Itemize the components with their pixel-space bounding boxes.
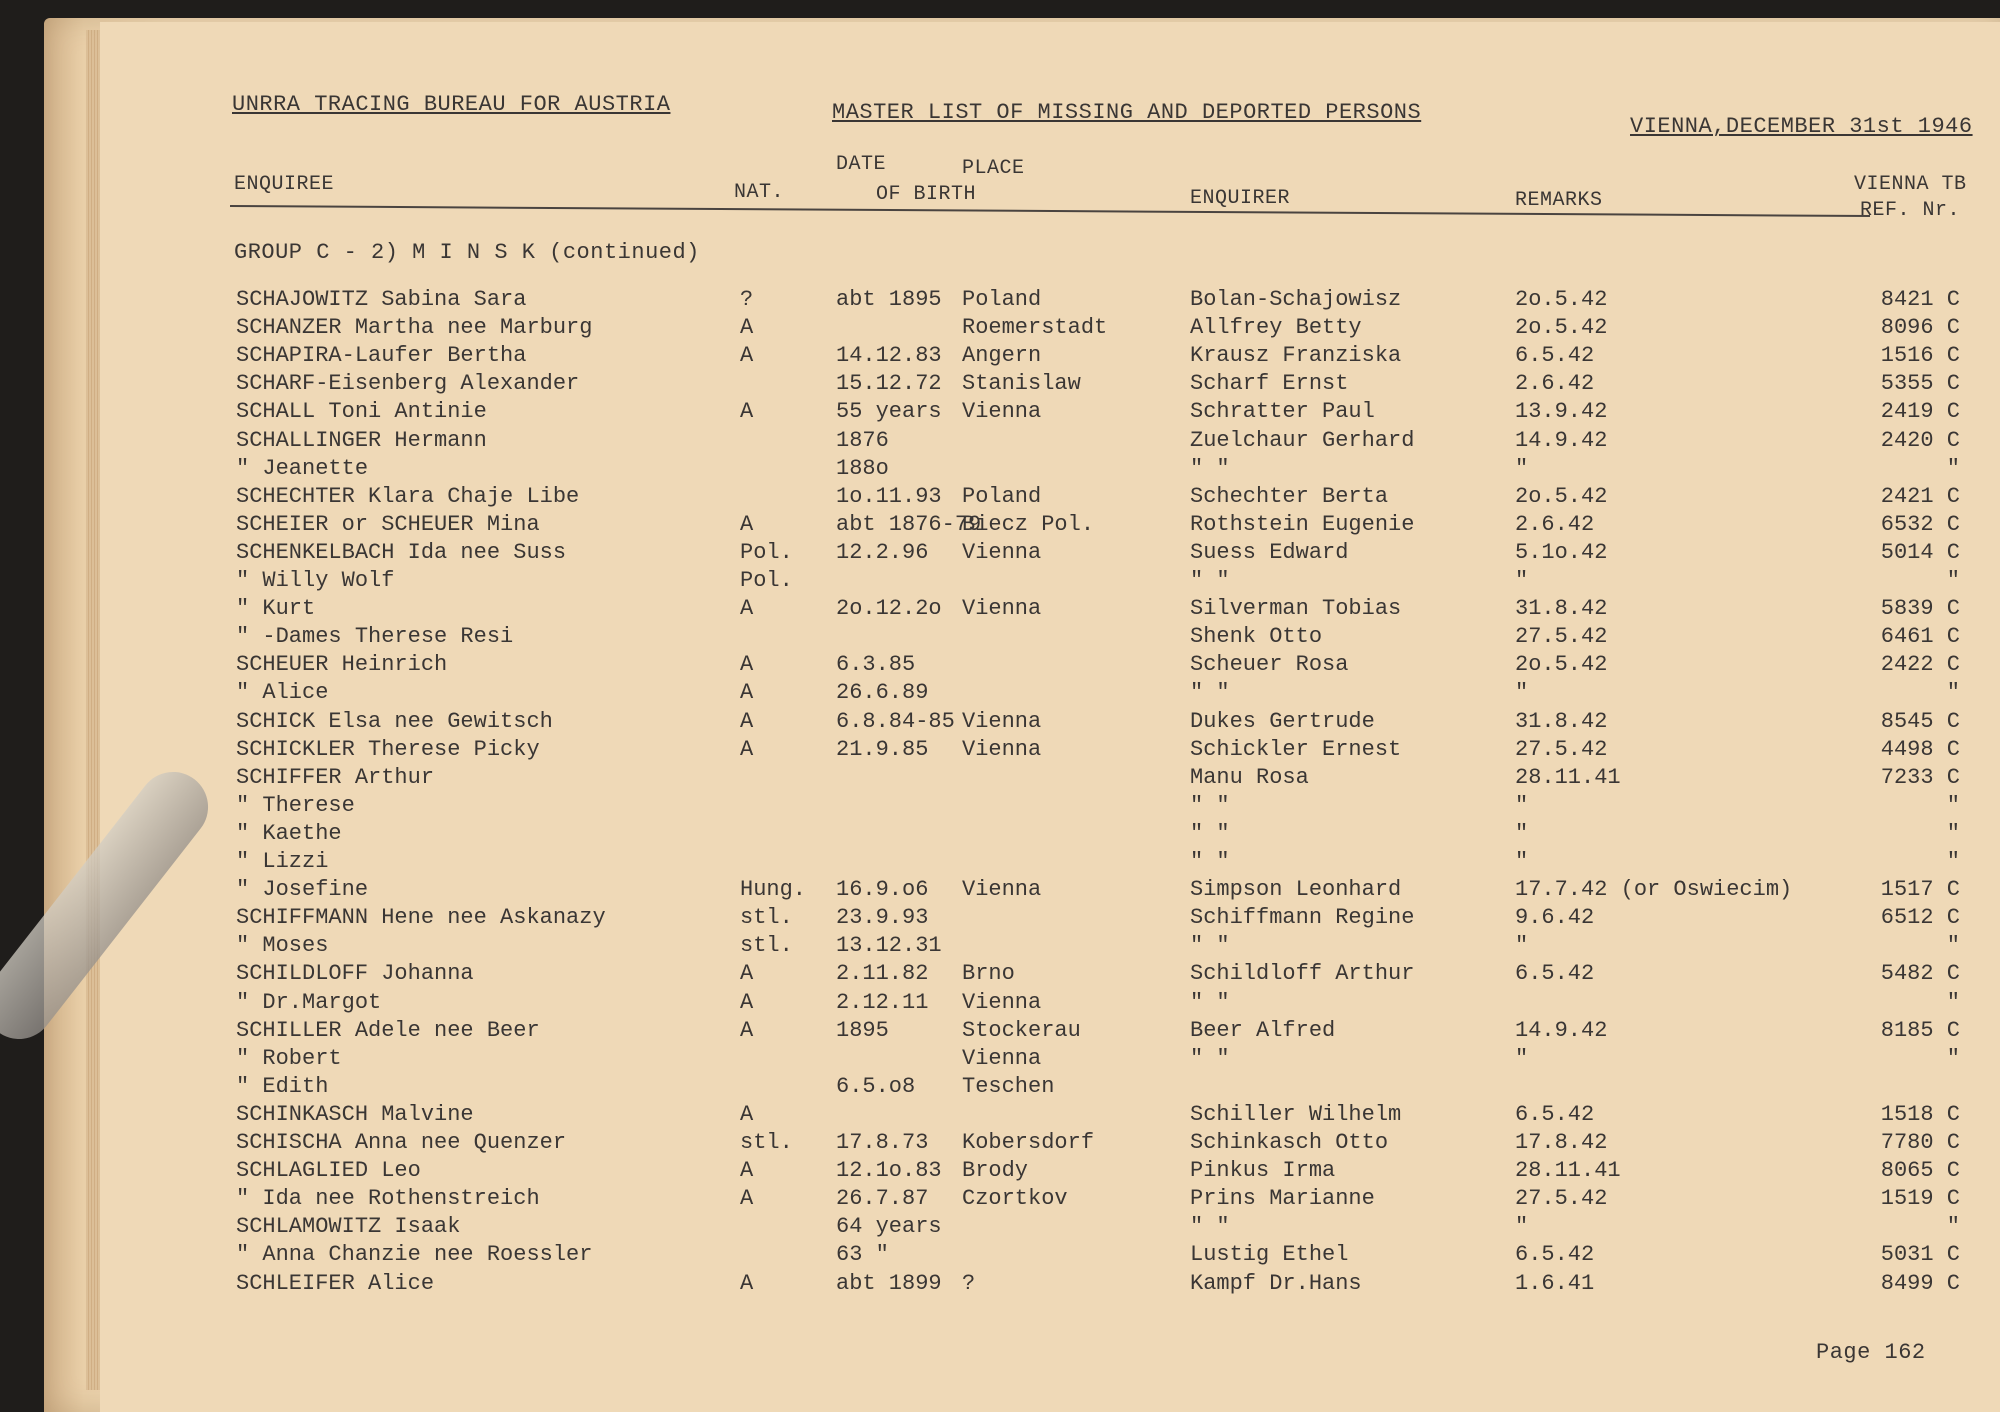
entry-enquirer: Krausz Franziska — [1190, 343, 1402, 369]
entry-remarks: 1.6.41 — [1515, 1270, 1595, 1296]
entry-birth-place: Teschen — [962, 1073, 1055, 1099]
entry-name: SCHICKLER Therese Picky — [236, 736, 540, 762]
entry-birth-date: 188o — [836, 455, 889, 481]
entry-nationality: Pol. — [740, 539, 793, 565]
table-row — [100, 1213, 2000, 1241]
entry-ref-number: 8499 C — [1880, 1270, 1960, 1296]
entry-name: " Alice — [236, 680, 329, 706]
entry-nationality: A — [740, 1101, 754, 1127]
col-date: DATE — [836, 153, 887, 176]
entry-nationality: A — [740, 708, 754, 734]
entry-name: SCHLAMOWITZ Isaak — [236, 1214, 461, 1240]
header-rule — [230, 205, 1870, 217]
entry-birth-date: 21.9.85 — [836, 736, 929, 762]
entry-remarks: " — [1515, 680, 1529, 706]
entry-birth-place: Stockerau — [962, 1017, 1081, 1043]
entry-birth-place: Vienna — [962, 539, 1042, 565]
table-row — [100, 595, 2000, 623]
table-row — [100, 1185, 2000, 1213]
entry-remarks: 31.8.42 — [1515, 708, 1608, 734]
table-row — [100, 1241, 2000, 1269]
table-row — [100, 960, 2000, 988]
col-of-birth: OF BIRTH — [876, 183, 977, 206]
entry-ref-number: " — [1946, 1045, 1960, 1071]
entry-ref-number: 1516 C — [1880, 343, 1960, 369]
entry-remarks: 2.6.42 — [1515, 511, 1595, 537]
entry-name: SCHALL Toni Antinie — [236, 399, 487, 425]
table-row — [100, 876, 2000, 904]
entry-ref-number: 8545 C — [1880, 708, 1960, 734]
entry-birth-date: abt 1876-79 — [836, 511, 982, 537]
entry-birth-place: Kobersdorf — [962, 1130, 1095, 1155]
table-row — [100, 1157, 2000, 1185]
entry-birth-date: 1895 — [836, 1017, 889, 1043]
table-row — [100, 1073, 2000, 1101]
entry-enquirer: Schinkasch Otto — [1190, 1130, 1389, 1155]
entry-name: SCHAJOWITZ Sabina Sara — [236, 287, 527, 312]
entry-nationality: A — [740, 511, 754, 537]
entry-name: SCHANZER Martha nee Marburg — [236, 315, 593, 341]
entry-birth-date: 6.8.84-85 — [836, 708, 955, 734]
entry-enquirer: Dukes Gertrude — [1190, 708, 1375, 734]
col-enquiree: ENQUIREE — [234, 173, 335, 196]
entry-nationality: stl. — [740, 1130, 793, 1155]
entry-remarks: 28.11.41 — [1515, 1158, 1621, 1184]
entry-enquirer: " " — [1190, 1214, 1230, 1240]
entry-name: " Ida nee Rothenstreich — [236, 1186, 540, 1212]
entry-nationality: A — [740, 596, 754, 622]
entry-birth-place: Biecz Pol. — [962, 511, 1095, 537]
entry-birth-place: Roemerstadt — [962, 315, 1108, 341]
entry-name: " Therese — [236, 792, 355, 818]
entry-ref-number: " — [1946, 568, 1960, 593]
entry-name: " Willy Wolf — [236, 568, 395, 593]
entry-birth-date: 26.6.89 — [836, 680, 929, 706]
entry-ref-number: 8065 C — [1880, 1158, 1960, 1184]
entry-remarks: 27.5.42 — [1515, 624, 1608, 650]
entry-birth-place: Angern — [962, 343, 1042, 369]
entry-remarks: " — [1515, 1214, 1529, 1240]
entry-remarks: 2o.5.42 — [1515, 483, 1608, 509]
entry-remarks: " — [1515, 455, 1529, 481]
entry-enquirer: Scheuer Rosa — [1190, 652, 1349, 678]
col-ref-1: VIENNA TB — [1854, 173, 1967, 196]
entry-birth-place: Vienna — [962, 877, 1042, 903]
entry-nationality: A — [740, 315, 754, 341]
entry-enquirer: " " — [1190, 680, 1230, 706]
entry-ref-number: 6532 C — [1880, 511, 1960, 537]
table-row — [100, 989, 2000, 1017]
entry-ref-number: " — [1946, 455, 1960, 481]
entry-birth-date: 1876 — [836, 427, 889, 453]
table-row — [100, 483, 2000, 511]
entry-birth-date: 6.3.85 — [836, 652, 916, 678]
entry-ref-number: " — [1946, 933, 1960, 959]
entry-remarks: " — [1515, 933, 1529, 959]
entry-enquirer: " " — [1190, 792, 1230, 818]
entry-name: SCHALLINGER Hermann — [236, 427, 487, 453]
entry-nationality: A — [740, 680, 754, 706]
table-row — [100, 342, 2000, 370]
entry-enquirer: Suess Edward — [1190, 539, 1349, 565]
entry-name: " Kurt — [236, 596, 316, 622]
entry-enquirer: Schiffmann Regine — [1190, 905, 1415, 931]
entry-name: " Josefine — [236, 877, 369, 903]
entry-enquirer: Pinkus Irma — [1190, 1158, 1336, 1184]
entry-enquirer: " " — [1190, 933, 1230, 959]
entry-ref-number: 5355 C — [1880, 371, 1960, 397]
entry-remarks: 2.6.42 — [1515, 371, 1595, 397]
table-row — [100, 370, 2000, 398]
table-row — [100, 736, 2000, 764]
entry-remarks: " — [1515, 849, 1529, 874]
entry-name: SCHIFFER Arthur — [236, 764, 435, 790]
entry-nationality: A — [740, 961, 754, 987]
entry-enquirer: Lustig Ethel — [1190, 1242, 1349, 1268]
entry-name: SCHENKELBACH Ida nee Suss — [236, 539, 567, 565]
entry-name: SCHAPIRA-Laufer Bertha — [236, 343, 527, 369]
entry-birth-place: Vienna — [962, 989, 1042, 1015]
entry-enquirer: Rothstein Eugenie — [1190, 511, 1415, 537]
col-nat: NAT. — [734, 181, 785, 204]
entry-nationality: A — [740, 1270, 754, 1296]
table-row — [100, 932, 2000, 960]
header-left: UNRRA TRACING BUREAU FOR AUSTRIA — [232, 92, 671, 117]
entry-birth-date: 23.9.93 — [836, 905, 929, 931]
entry-birth-place: Poland — [962, 287, 1042, 312]
entry-nationality: A — [740, 399, 754, 425]
entry-remarks: 6.5.42 — [1515, 1101, 1595, 1127]
document-page — [100, 22, 2000, 1412]
col-ref-2: REF. Nr. — [1860, 199, 1961, 222]
entry-ref-number: 2420 C — [1880, 427, 1960, 453]
entry-birth-date: 12.1o.83 — [836, 1158, 942, 1184]
entry-enquirer: Simpson Leonhard — [1190, 877, 1402, 903]
entry-birth-date: 12.2.96 — [836, 539, 929, 565]
entry-nationality: Pol. — [740, 568, 793, 593]
entry-enquirer: " " — [1190, 455, 1230, 481]
entry-name: " -Dames Therese Resi — [236, 624, 514, 650]
entry-name: SCHINKASCH Malvine — [236, 1101, 474, 1127]
entry-remarks: 2o.5.42 — [1515, 315, 1608, 341]
entry-enquirer: Schiller Wilhelm — [1190, 1101, 1402, 1127]
entry-ref-number: 7780 C — [1880, 1130, 1960, 1155]
entry-remarks: 6.5.42 — [1515, 1242, 1595, 1268]
entry-ref-number: 2421 C — [1880, 483, 1960, 509]
entry-remarks: " — [1515, 820, 1529, 846]
entry-birth-date: abt 1899 — [836, 1270, 942, 1296]
table-row — [100, 848, 2000, 876]
group-heading: GROUP C - 2) M I N S K (continued) — [234, 240, 700, 265]
entry-name: " Anna Chanzie nee Roessler — [236, 1242, 593, 1268]
entry-ref-number: 2422 C — [1880, 652, 1960, 678]
entry-nationality: Hung. — [740, 877, 807, 903]
entry-ref-number: " — [1946, 820, 1960, 846]
entry-remarks: " — [1515, 792, 1529, 818]
table-row — [100, 1129, 2000, 1157]
entry-remarks: 2o.5.42 — [1515, 287, 1608, 312]
table-row — [100, 708, 2000, 736]
entry-birth-date: 15.12.72 — [836, 371, 942, 397]
entry-remarks: " — [1515, 568, 1529, 593]
table-row — [100, 398, 2000, 426]
page-edges — [86, 30, 100, 1390]
entry-ref-number: 5839 C — [1880, 596, 1960, 622]
entry-ref-number: 5014 C — [1880, 539, 1960, 565]
entry-name: SCHILLER Adele nee Beer — [236, 1017, 540, 1043]
table-row — [100, 792, 2000, 820]
entry-remarks: 2o.5.42 — [1515, 652, 1608, 678]
entry-ref-number: 6512 C — [1880, 905, 1960, 931]
entry-ref-number: " — [1946, 849, 1960, 874]
entry-enquirer: Beer Alfred — [1190, 1017, 1336, 1043]
entry-name: " Jeanette — [236, 455, 369, 481]
entry-remarks: 17.8.42 — [1515, 1130, 1608, 1155]
entry-enquirer: " " — [1190, 820, 1230, 846]
entry-name: " Robert — [236, 1045, 342, 1071]
entry-birth-place: Vienna — [962, 1045, 1042, 1071]
entry-birth-date: 63 " — [836, 1242, 889, 1268]
entry-name: SCHILDLOFF Johanna — [236, 961, 474, 987]
table-row — [100, 1101, 2000, 1129]
table-row — [100, 455, 2000, 483]
entry-ref-number: 6461 C — [1880, 624, 1960, 650]
col-remarks: REMARKS — [1515, 189, 1603, 212]
entry-enquirer: Scharf Ernst — [1190, 371, 1349, 397]
table-row — [100, 314, 2000, 342]
entry-nationality: A — [740, 343, 754, 369]
entry-birth-date: 2.11.82 — [836, 961, 929, 987]
entry-birth-place: Vienna — [962, 596, 1042, 622]
entry-remarks: " — [1515, 1045, 1529, 1071]
entry-ref-number: 1517 C — [1880, 877, 1960, 903]
header-date: VIENNA,DECEMBER 31st 1946 — [1630, 114, 1973, 139]
entry-birth-date: 2.12.11 — [836, 989, 929, 1015]
entry-enquirer: Schechter Berta — [1190, 483, 1389, 509]
table-row — [100, 820, 2000, 848]
table-row — [100, 427, 2000, 455]
col-enquirer: ENQUIRER — [1190, 187, 1291, 210]
entry-name: SCHICK Elsa nee Gewitsch — [236, 708, 553, 734]
entry-birth-place: Vienna — [962, 736, 1042, 762]
entry-birth-date: 6.5.o8 — [836, 1073, 916, 1099]
entry-enquirer: Kampf Dr.Hans — [1190, 1270, 1362, 1296]
entry-nationality: A — [740, 1158, 754, 1184]
entry-ref-number: 1519 C — [1880, 1186, 1960, 1212]
entry-name: SCHLAGLIED Leo — [236, 1158, 421, 1184]
table-row — [100, 904, 2000, 932]
entry-ref-number: 8421 C — [1880, 287, 1960, 312]
entry-name: SCHECHTER Klara Chaje Libe — [236, 483, 580, 509]
table-row — [100, 1017, 2000, 1045]
entry-remarks: 6.5.42 — [1515, 961, 1595, 987]
entry-ref-number: 4498 C — [1880, 736, 1960, 762]
entry-remarks: 17.7.42 (or Oswiecim) — [1515, 877, 1793, 903]
entry-birth-date: 16.9.o6 — [836, 877, 929, 903]
entry-enquirer: Bolan-Schajowisz — [1190, 287, 1402, 312]
entry-name: SCHLEIFER Alice — [236, 1270, 435, 1296]
entry-enquirer: Schratter Paul — [1190, 399, 1375, 425]
entry-remarks: 27.5.42 — [1515, 1186, 1608, 1212]
entry-name: " Moses — [236, 933, 329, 959]
table-row — [100, 651, 2000, 679]
entry-remarks: 14.9.42 — [1515, 1017, 1608, 1043]
header-title: MASTER LIST OF MISSING AND DEPORTED PERSONS — [832, 100, 1422, 125]
entry-enquirer: Manu Rosa — [1190, 764, 1309, 790]
entry-nationality: A — [740, 1017, 754, 1043]
entry-nationality: stl. — [740, 905, 793, 931]
entry-enquirer: Zuelchaur Gerhard — [1190, 427, 1415, 453]
entry-nationality: A — [740, 1186, 754, 1212]
table-row — [100, 286, 2000, 314]
entry-birth-place: Poland — [962, 483, 1042, 509]
entry-ref-number: " — [1946, 792, 1960, 818]
entry-enquirer: Shenk Otto — [1190, 624, 1323, 650]
table-row — [100, 511, 2000, 539]
entry-remarks: 31.8.42 — [1515, 596, 1608, 622]
entry-enquirer: Schildloff Arthur — [1190, 961, 1415, 987]
table-row — [100, 539, 2000, 567]
entry-remarks: 9.6.42 — [1515, 905, 1595, 931]
entry-name: " Edith — [236, 1073, 329, 1099]
entry-enquirer: " " — [1190, 989, 1230, 1015]
entry-birth-place: Czortkov — [962, 1186, 1068, 1212]
entry-nationality: stl. — [740, 933, 793, 959]
entry-birth-date: 17.8.73 — [836, 1130, 929, 1155]
entry-name: " Lizzi — [236, 849, 329, 874]
entry-enquirer: Silverman Tobias — [1190, 596, 1402, 622]
entry-nationality: A — [740, 652, 754, 678]
entry-nationality: A — [740, 736, 754, 762]
entry-birth-place: ? — [962, 1270, 976, 1296]
entry-birth-date: 55 years — [836, 399, 942, 425]
entry-birth-date: 1o.11.93 — [836, 483, 942, 509]
table-row — [100, 764, 2000, 792]
entry-ref-number: " — [1946, 989, 1960, 1015]
entry-birth-place: Brno — [962, 961, 1015, 987]
entry-birth-place: Brody — [962, 1158, 1029, 1184]
col-place: PLACE — [962, 157, 1025, 180]
entry-birth-date: 2o.12.2o — [836, 596, 942, 622]
entry-remarks: 5.1o.42 — [1515, 539, 1608, 565]
table-row — [100, 567, 2000, 595]
table-row — [100, 1270, 2000, 1298]
entry-ref-number: 5482 C — [1880, 961, 1960, 987]
entry-ref-number: 5031 C — [1880, 1242, 1960, 1268]
entry-nationality: ? — [740, 287, 754, 312]
entry-remarks: 13.9.42 — [1515, 399, 1608, 425]
entry-ref-number: 1518 C — [1880, 1101, 1960, 1127]
entry-birth-place: Vienna — [962, 399, 1042, 425]
entry-enquirer: " " — [1190, 568, 1230, 593]
entry-enquirer: " " — [1190, 1045, 1230, 1071]
entry-ref-number: " — [1946, 680, 1960, 706]
entry-name: SCHEIER or SCHEUER Mina — [236, 511, 540, 537]
entry-birth-date: abt 1895 — [836, 287, 942, 312]
table-row — [100, 1045, 2000, 1073]
entry-name: " Kaethe — [236, 820, 342, 846]
entry-ref-number: 2419 C — [1880, 399, 1960, 425]
entry-ref-number: 7233 C — [1880, 764, 1960, 790]
entry-enquirer: Schickler Ernest — [1190, 736, 1402, 762]
entry-name: " Dr.Margot — [236, 989, 382, 1015]
entry-birth-place: Stanislaw — [962, 371, 1081, 397]
entry-ref-number: 8185 C — [1880, 1017, 1960, 1043]
entry-enquirer: Prins Marianne — [1190, 1186, 1375, 1212]
entry-remarks: 14.9.42 — [1515, 427, 1608, 453]
entry-remarks: 27.5.42 — [1515, 736, 1608, 762]
table-row — [100, 679, 2000, 707]
table-row — [100, 623, 2000, 651]
entry-birth-date: 14.12.83 — [836, 343, 942, 369]
entry-name: SCHEUER Heinrich — [236, 652, 448, 678]
page-number: Page 162 — [1816, 1340, 1926, 1365]
entry-birth-date: 13.12.31 — [836, 933, 942, 959]
entry-ref-number: " — [1946, 1214, 1960, 1240]
entry-enquirer: " " — [1190, 849, 1230, 874]
entry-remarks: 28.11.41 — [1515, 764, 1621, 790]
entry-nationality: A — [740, 989, 754, 1015]
entry-ref-number: 8096 C — [1880, 315, 1960, 341]
entry-birth-date: 26.7.87 — [836, 1186, 929, 1212]
entry-name: SCHIFFMANN Hene nee Askanazy — [236, 905, 606, 931]
entry-birth-date: 64 years — [836, 1214, 942, 1240]
entry-name: SCHARF-Eisenberg Alexander — [236, 371, 580, 397]
entry-birth-place: Vienna — [962, 708, 1042, 734]
entry-enquirer: Allfrey Betty — [1190, 315, 1362, 341]
entry-name: SCHISCHA Anna nee Quenzer — [236, 1130, 567, 1155]
entry-remarks: 6.5.42 — [1515, 343, 1595, 369]
